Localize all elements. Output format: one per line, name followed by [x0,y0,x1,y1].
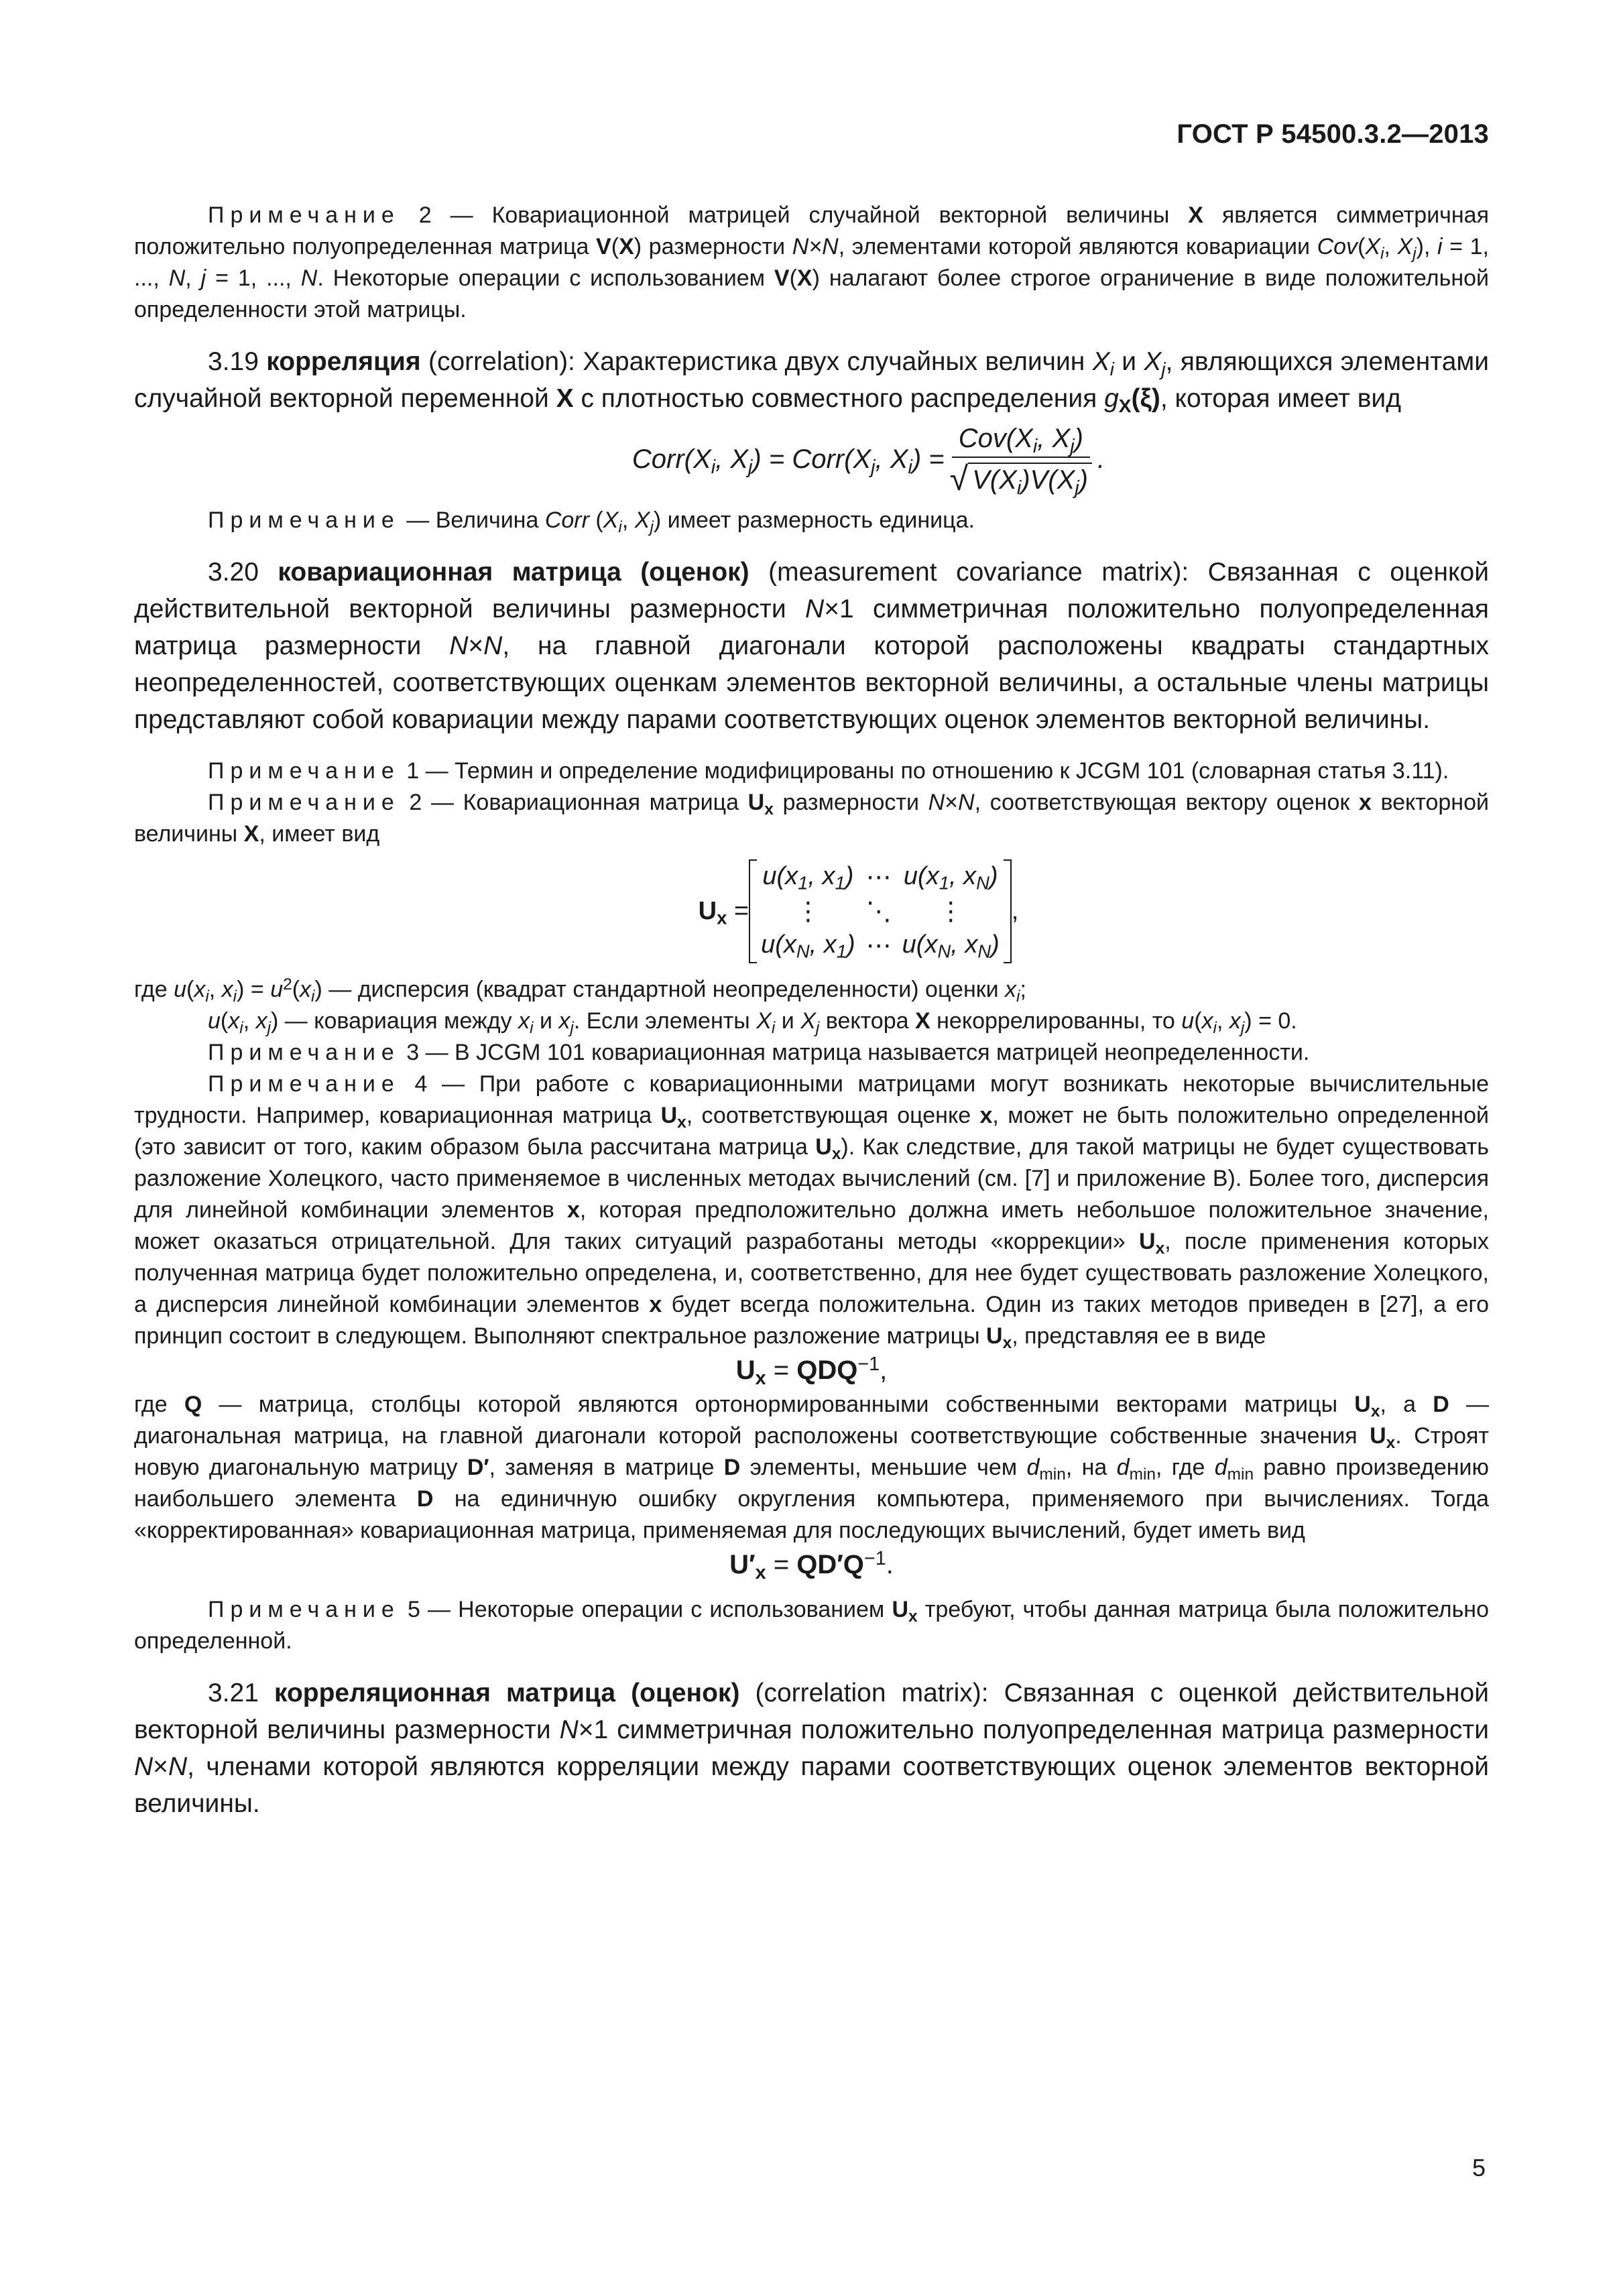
document-body [134,200,1489,1822]
note-3-uncertainty: Примечание 3 — В JCGM 101 ковариационная матрица называется матрицей неопределенности. [208,1040,1310,1065]
covariance-matrix-formula: $U_x$ = $u(x_1$, $x_1$) ⋯ $u(x_1$, $x_N$) ⋮ ⋱ ⋮ $u(x_N$, $x_1$) ⋯ $u(x_N$, $x_N$) , [228,859,1489,963]
page-number: 5 [1471,2154,1486,2181]
where-variance: где $u(x_i$, $x_i) = u^2(x_i)$ — дисперсия (квадрат стандартной неопределенности) оценки $x_i$; [134,975,1026,1006]
note-corr-dimension: Примечание — Величина Corr ($X_i$, $X_j$) имеет размерность единица. [208,507,975,536]
note-5-positive-definite: Примечание 5 — Некоторые операции с использованием $U_x$ требуют, чтобы данная матрица была положительно определенной. [134,1597,1489,1654]
note-4-difficulties: Примечание 4 — При работе с ковариационными матрицами могут возникать некоторые вычислительные трудности. Например, ковариационная матрица $U_x$, соответствующая оценке x, может не быть положительно определенной (это зависит от того, каким образом была рассчитана матрица $U_x$). Как следствие, для такой матрицы не будет существовать разложение Холецкого, часто применяемое в численных методах вычислений (см. [7] и приложение В). Более того, дисперсия для линейной комбинации элементов x, которая предположительно должна иметь небольшое положительное значение, может оказаться отрицательной. Для таких ситуаций разработаны методы «коррекции» $U_x$, после применения которых полученная матрица будет положительно определена, и, соответственно, для нее будет существовать разложение Холецкого, а дисперсия линейной комбинации элементов x будет всегда положительна. Один из таких методов приведен в [27], а его принцип состоит в следующем. Выполняют спектральное разложение матрицы $U_x$, представляя ее в виде [134,1071,1489,1352]
note-2-matrix-ux: Примечание 2 — Ковариационная матрица $U_x$ размерности N×N, соответствующая вектору оценок x векторной величины X, имеет вид [134,790,1489,847]
formula-qdq: $U_x = QDQ^{-1}$, [735,1353,888,1390]
standard-code: ГОСТ Р 54500.3.2—2013 [1177,119,1489,149]
where-q-d: где Q — матрица, столбцы которой являются ортонормированными собственными векторами матрицы $U_x$, а D — диагональная матрица, на главной диагонали которой расположены соответствующие собственные значения $U_x$. Строят новую диагональную матрицу D′, заменяя в матрице D элементы, меньшие чем $d_{min}$, на $d_{min}$, где $d_{min}$ равно произведению наибольшего элемента D на единичную ошибку округления компьютера, применяемого при вычислениях. Тогда «корректированная» ковариационная матрица, применяемая для последующих вычислений, будет иметь вид [134,1392,1490,1543]
note-2-covariance: Примечание 2 — Ковариационной матрицей случайной векторной величины X является симметричная положительно полуопределенная матрица V(X) размерности N×N, элементами которой являются ковариации $Cov(X_i$, $X_j$), i = 1, ..., N, j = 1, ..., N. Некоторые операции с использованием V(X) налагают более строгое ограничение в виде положительной определенности этой матрицы. [134,202,1490,322]
definition-3-19: 3.19 корреляция (correlation): Характеристика двух случайных величин $X_i$ и $X_j$, являющихся элементами случайной векторной переменной X с плотностью совместного распределения $g_X(\xi)$, которая имеет вид [134,347,1489,416]
where-covariance: $u(x_i$, $x_j$) — ковариация между $x_i$ и $x_j$. Если элементы $X_i$ и $X_j$ вектора X некоррелированны, то $u(x_i$, $x_j) = 0$. [208,1008,1297,1037]
correlation-formula: $Corr(X_i$, $X_j$) = $Corr(X_j$, $X_i$) = $Cov(X_i$, $X_j$) √ $V(X_i)V(X_j)$ . [632,424,1105,499]
formula-corrected: $U'_x = QD'Q^{-1}$. [729,1548,894,1584]
note-1-modified: Примечание 1 — Термин и определение модифицированы по отношению к JCGM 101 (словарная статья 3.11). [208,758,1449,784]
definition-3-21: 3.21 корреляционная матрица (оценок) (correlation matrix): Связанная с оценкой действительной векторной величины размерности N×1 симметричная положительно полуопределенная матрица размерности N×N, членами которой являются корреляции между парами соответствующих оценок элементов векторной величины. [134,1679,1489,1818]
definition-3-20: 3.20 ковариационная матрица (оценок) (measurement covariance matrix): Связанная с оценкой действительной векторной величины размерности N×1 симметричная положительно полуопределенная матрица размерности N×N, на главной диагонали которой расположены квадраты стандартных неопределенностей, соответствующих оценкам элементов векторной величины, а остальные члены матрицы представляют собой ковариации между парами соответствующих оценок элементов векторной величины. [134,558,1490,734]
